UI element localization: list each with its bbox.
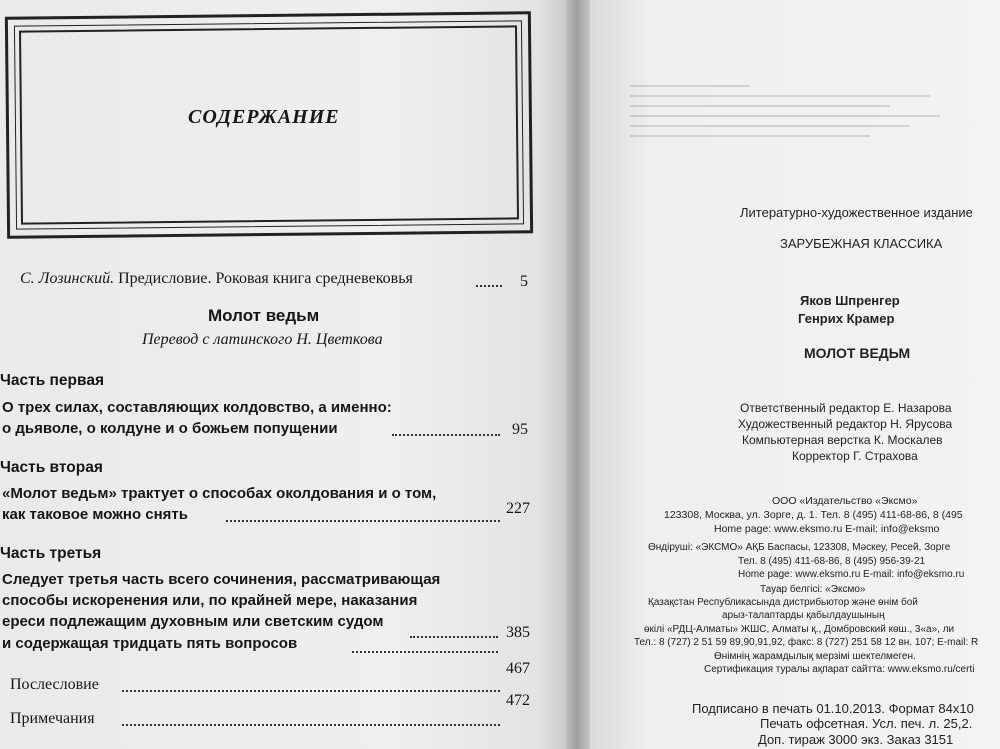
afterword-page: 467 [506,660,530,677]
signed-for-print: Подписано в печать 01.10.2013. Формат 84х10 [692,701,974,716]
notes-label: Примечания [10,710,95,727]
part3-line2: способы искоренения или, по крайней мере, наказания [2,592,418,609]
part2-page: 227 [506,500,530,517]
notes-page: 472 [506,692,530,709]
publisher-homepage: Home page: www.eksmo.ru E-mail: info@eksmo [714,523,940,535]
part1-line1: О трех силах, составляющих колдовство, а именно: [2,399,392,416]
part3-page: 385 [506,624,530,641]
toc-heading: СОДЕРЖАНИЕ [188,106,340,128]
author-1: Яков Шпренгер [800,293,900,308]
kz-distributor: Қазақстан Республикасында дистрибьютор және өнім бой [648,597,918,608]
part3-line1: Следует третья часть всего сочинения, рассматривающая [2,571,441,588]
art-editor-credit: Художественный редактор Н. Ярусова [738,417,953,431]
kz-phone: Тел. 8 (495) 411-68-86, 8 (495) 956-39-21 [738,556,926,567]
edition-type: Литературно-художественное издание [740,205,973,220]
part2-line1: «Молот ведьм» трактует о способах околдования и о том, [2,485,437,502]
book-gutter [566,0,590,749]
kz-producer: Өндіруші: «ЭКСМО» АҚБ Баспасы, 123308, Мәскеу, Ресей, Зорге [648,542,951,553]
kz-homepage: Home page: www.eksmo.ru E-mail: info@eksmo.ru [738,569,965,580]
part3-line4: и содержащая тридцать пять вопросов [2,635,298,652]
leader-dots [392,434,500,436]
afterword-label: Послесловие [10,676,99,693]
preface-author: С. Лозинский. [20,270,115,287]
print-run: Доп. тираж 3000 экз. Заказ 3151 [758,732,954,747]
right-page [590,0,1000,749]
kz-claims: арыз-талаптарды қабылдаушының [722,610,885,621]
author-2: Генрих Крамер [798,311,895,326]
book-title-imprint: МОЛОТ ВЕДЬМ [804,345,911,361]
kz-shelf-life: Өнімнің жарамдылық мерзімі шектелмеген. [714,651,916,662]
translation-credit: Перевод с латинского Н. Цветкова [142,331,383,348]
leader-dots [410,636,498,638]
part1-label: Часть первая [0,372,104,389]
editor-credit: Ответственный редактор Е. Назарова [740,401,952,415]
preface-entry [20,270,413,288]
leader-dots [122,724,500,726]
part2-line2: как таковое можно снять [2,506,188,523]
book-title: Молот ведьм [208,306,320,325]
kz-representative: өкілі «РДЦ-Алматы» ЖШС, Алматы қ., Домбровский көш., 3«а», ли [644,624,955,635]
corrector-credit: Корректор Г. Страхова [792,449,918,463]
kz-certification: Сертификация туралы ақпарат сайтта: www.eksmo.ru/certi [704,664,975,675]
kz-contacts: Тел.: 8 (727) 2 51 59 89,90,91,92, факс: 8 (727) 251 58 12 вн. 107; E-mail: R [634,637,979,648]
kz-trademark: Тауар белгісі: «Эксмо» [760,584,866,595]
publisher-address: 123308, Москва, ул. Зорге, д. 1. Тел. 8 (495) 411-68-86, 8 (495 [664,509,963,521]
part1-line2: о дьяволе, о колдуне и о божьем попущении [2,420,338,437]
leader-dots [122,690,500,692]
show-through-text [630,85,980,160]
leader-dots [352,651,498,653]
part2-label: Часть вторая [0,459,103,476]
layout-credit: Компьютерная верстка К. Москалев [742,433,943,447]
preface-title: Предисловие. Роковая книга средневековья [118,270,413,287]
leader-dots [476,285,502,287]
print-type: Печать офсетная. Усл. печ. л. 25,2. [760,716,973,731]
preface-page: 5 [520,273,528,290]
part1-page: 95 [512,421,528,438]
part3-line3: ереси подлежащим духовным или светским судом [2,613,384,630]
leader-dots [226,520,500,522]
publisher-name: ООО «Издательство «Эксмо» [772,495,918,507]
series-name: ЗАРУБЕЖНАЯ КЛАССИКА [780,236,943,251]
part3-label: Часть третья [0,545,102,562]
